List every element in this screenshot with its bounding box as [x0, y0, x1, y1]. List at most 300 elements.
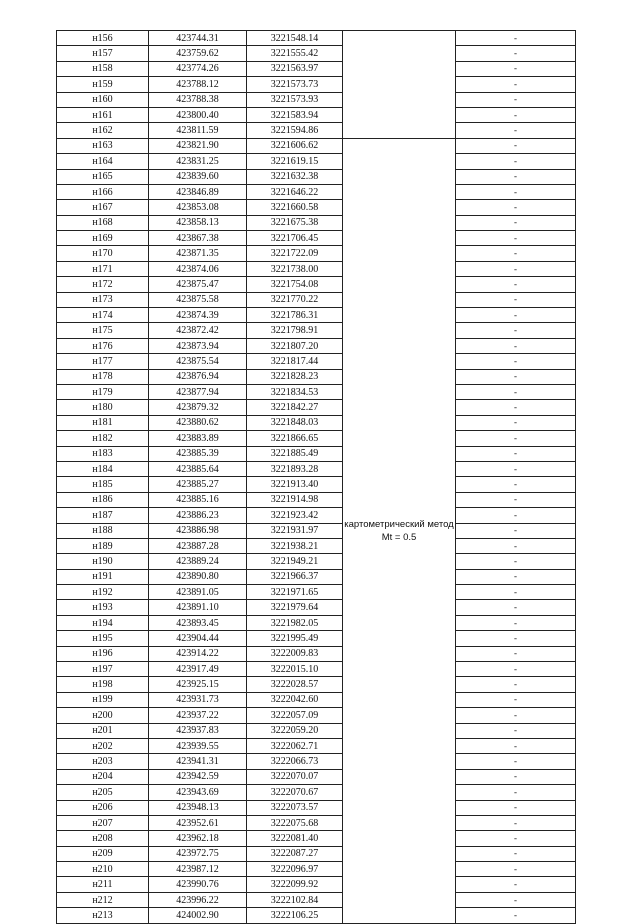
accuracy-cell: -	[456, 862, 576, 877]
x-coordinate-cell: 423873.94	[149, 338, 247, 353]
x-coordinate-cell: 423917.49	[149, 662, 247, 677]
table-row	[57, 184, 576, 199]
table-row	[57, 400, 576, 415]
y-coordinate-cell: 3221548.14	[247, 31, 343, 46]
x-coordinate-cell: 423800.40	[149, 107, 247, 122]
x-coordinate-cell: 423885.64	[149, 461, 247, 476]
y-coordinate-cell: 3222073.57	[247, 800, 343, 815]
table-row	[57, 800, 576, 815]
table-row	[57, 877, 576, 892]
table-row	[57, 692, 576, 707]
table-row	[57, 384, 576, 399]
point-id-cell: н208	[57, 831, 149, 846]
accuracy-cell: -	[456, 523, 576, 538]
y-coordinate-cell: 3221706.45	[247, 231, 343, 246]
y-coordinate-cell: 3221866.65	[247, 431, 343, 446]
y-coordinate-cell: 3221979.64	[247, 600, 343, 615]
x-coordinate-cell: 423948.13	[149, 800, 247, 815]
y-coordinate-cell: 3221573.73	[247, 77, 343, 92]
point-id-cell: н175	[57, 323, 149, 338]
accuracy-cell: -	[456, 538, 576, 553]
table-row	[57, 477, 576, 492]
x-coordinate-cell: 423872.42	[149, 323, 247, 338]
y-coordinate-cell: 3221573.93	[247, 92, 343, 107]
x-coordinate-cell: 423788.12	[149, 77, 247, 92]
accuracy-cell: -	[456, 292, 576, 307]
x-coordinate-cell: 424002.90	[149, 908, 247, 923]
accuracy-cell: -	[456, 892, 576, 907]
table-row	[57, 277, 576, 292]
point-id-cell: н198	[57, 677, 149, 692]
table-row	[57, 769, 576, 784]
y-coordinate-cell: 3222028.57	[247, 677, 343, 692]
x-coordinate-cell: 423875.47	[149, 277, 247, 292]
x-coordinate-cell: 423925.15	[149, 677, 247, 692]
point-id-cell: н188	[57, 523, 149, 538]
x-coordinate-cell: 423811.59	[149, 123, 247, 138]
accuracy-cell: -	[456, 662, 576, 677]
x-coordinate-cell: 423937.22	[149, 708, 247, 723]
accuracy-cell: -	[456, 769, 576, 784]
accuracy-cell: -	[456, 446, 576, 461]
y-coordinate-cell: 3221931.97	[247, 523, 343, 538]
point-id-cell: н191	[57, 569, 149, 584]
table-row	[57, 908, 576, 923]
accuracy-cell: -	[456, 846, 576, 861]
table-row	[57, 538, 576, 553]
method-cell-empty	[343, 123, 456, 138]
x-coordinate-cell: 423885.39	[149, 446, 247, 461]
accuracy-cell: -	[456, 492, 576, 507]
point-id-cell: н202	[57, 738, 149, 753]
table-row	[57, 292, 576, 307]
x-coordinate-cell: 423876.94	[149, 369, 247, 384]
accuracy-cell: -	[456, 877, 576, 892]
x-coordinate-cell: 423879.32	[149, 400, 247, 415]
table-row	[57, 61, 576, 76]
accuracy-cell: -	[456, 646, 576, 661]
table-row	[57, 415, 576, 430]
table-row	[57, 815, 576, 830]
table-row	[57, 708, 576, 723]
y-coordinate-cell: 3222087.27	[247, 846, 343, 861]
table-row	[57, 615, 576, 630]
y-coordinate-cell: 3221594.86	[247, 123, 343, 138]
point-id-cell: н207	[57, 815, 149, 830]
point-id-cell: н211	[57, 877, 149, 892]
x-coordinate-cell: 423972.75	[149, 846, 247, 861]
y-coordinate-cell: 3221914.98	[247, 492, 343, 507]
method-cell-empty	[343, 46, 456, 61]
point-id-cell: н177	[57, 354, 149, 369]
point-id-cell: н206	[57, 800, 149, 815]
table-row	[57, 31, 576, 46]
x-coordinate-cell: 423941.31	[149, 754, 247, 769]
accuracy-cell: -	[456, 615, 576, 630]
point-id-cell: н167	[57, 200, 149, 215]
y-coordinate-cell: 3222059.20	[247, 723, 343, 738]
point-id-cell: н193	[57, 600, 149, 615]
y-coordinate-cell: 3221606.62	[247, 138, 343, 153]
x-coordinate-cell: 423744.31	[149, 31, 247, 46]
point-id-cell: н157	[57, 46, 149, 61]
accuracy-cell: -	[456, 354, 576, 369]
point-id-cell: н197	[57, 662, 149, 677]
x-coordinate-cell: 423880.62	[149, 415, 247, 430]
accuracy-cell: -	[456, 723, 576, 738]
y-coordinate-cell: 3221913.40	[247, 477, 343, 492]
table-row	[57, 200, 576, 215]
accuracy-cell: -	[456, 184, 576, 199]
y-coordinate-cell: 3221982.05	[247, 615, 343, 630]
table-row	[57, 662, 576, 677]
point-id-cell: н180	[57, 400, 149, 415]
point-id-cell: н194	[57, 615, 149, 630]
point-id-cell: н166	[57, 184, 149, 199]
accuracy-cell: -	[456, 677, 576, 692]
point-id-cell: н200	[57, 708, 149, 723]
point-id-cell: н161	[57, 107, 149, 122]
table-row	[57, 523, 576, 538]
table-row	[57, 723, 576, 738]
table-row	[57, 600, 576, 615]
point-id-cell: н201	[57, 723, 149, 738]
point-id-cell: н212	[57, 892, 149, 907]
table-row	[57, 46, 576, 61]
table-row	[57, 231, 576, 246]
table-row	[57, 92, 576, 107]
x-coordinate-cell: 423821.90	[149, 138, 247, 153]
x-coordinate-cell: 423931.73	[149, 692, 247, 707]
point-id-cell: н160	[57, 92, 149, 107]
method-cell: картометрический метод Мt = 0.5	[343, 138, 456, 923]
point-id-cell: н176	[57, 338, 149, 353]
x-coordinate-cell: 423877.94	[149, 384, 247, 399]
y-coordinate-cell: 3221563.97	[247, 61, 343, 76]
x-coordinate-cell: 423839.60	[149, 169, 247, 184]
x-coordinate-cell: 423887.28	[149, 538, 247, 553]
point-id-cell: н190	[57, 554, 149, 569]
point-id-cell: н164	[57, 154, 149, 169]
accuracy-cell: -	[456, 169, 576, 184]
accuracy-cell: -	[456, 785, 576, 800]
accuracy-cell: -	[456, 154, 576, 169]
point-id-cell: н172	[57, 277, 149, 292]
y-coordinate-cell: 3221893.28	[247, 461, 343, 476]
x-coordinate-cell: 423937.83	[149, 723, 247, 738]
point-id-cell: н205	[57, 785, 149, 800]
accuracy-cell: -	[456, 400, 576, 415]
y-coordinate-cell: 3222099.92	[247, 877, 343, 892]
x-coordinate-cell: 423962.18	[149, 831, 247, 846]
accuracy-cell: -	[456, 123, 576, 138]
y-coordinate-cell: 3221646.22	[247, 184, 343, 199]
x-coordinate-cell: 423886.98	[149, 523, 247, 538]
x-coordinate-cell: 423893.45	[149, 615, 247, 630]
x-coordinate-cell: 423891.10	[149, 600, 247, 615]
point-id-cell: н183	[57, 446, 149, 461]
x-coordinate-cell: 423853.08	[149, 200, 247, 215]
y-coordinate-cell: 3221817.44	[247, 354, 343, 369]
point-id-cell: н203	[57, 754, 149, 769]
table-row	[57, 554, 576, 569]
y-coordinate-cell: 3222042.60	[247, 692, 343, 707]
accuracy-cell: -	[456, 754, 576, 769]
table-row	[57, 77, 576, 92]
x-coordinate-cell: 423885.27	[149, 477, 247, 492]
y-coordinate-cell: 3221660.58	[247, 200, 343, 215]
accuracy-cell: -	[456, 585, 576, 600]
accuracy-cell: -	[456, 692, 576, 707]
accuracy-cell: -	[456, 31, 576, 46]
x-coordinate-cell: 423883.89	[149, 431, 247, 446]
x-coordinate-cell: 423875.58	[149, 292, 247, 307]
point-id-cell: н162	[57, 123, 149, 138]
y-coordinate-cell: 3221971.65	[247, 585, 343, 600]
table-row	[57, 569, 576, 584]
accuracy-cell: -	[456, 107, 576, 122]
table-row	[57, 107, 576, 122]
accuracy-cell: -	[456, 508, 576, 523]
accuracy-cell: -	[456, 738, 576, 753]
y-coordinate-cell: 3222015.10	[247, 662, 343, 677]
x-coordinate-cell: 423759.62	[149, 46, 247, 61]
y-coordinate-cell: 3222102.84	[247, 892, 343, 907]
y-coordinate-cell: 3222096.97	[247, 862, 343, 877]
table-row	[57, 431, 576, 446]
x-coordinate-cell: 423885.16	[149, 492, 247, 507]
table-row	[57, 785, 576, 800]
table-row	[57, 846, 576, 861]
point-id-cell: н199	[57, 692, 149, 707]
table-row	[57, 754, 576, 769]
accuracy-cell: -	[456, 415, 576, 430]
x-coordinate-cell: 423904.44	[149, 631, 247, 646]
table-row	[57, 585, 576, 600]
x-coordinate-cell: 423774.26	[149, 61, 247, 76]
accuracy-cell: -	[456, 815, 576, 830]
y-coordinate-cell: 3221555.42	[247, 46, 343, 61]
accuracy-cell: -	[456, 215, 576, 230]
accuracy-cell: -	[456, 431, 576, 446]
y-coordinate-cell: 3221632.38	[247, 169, 343, 184]
y-coordinate-cell: 3221842.27	[247, 400, 343, 415]
table-row	[57, 154, 576, 169]
table-row	[57, 862, 576, 877]
point-id-cell: н170	[57, 246, 149, 261]
accuracy-cell: -	[456, 831, 576, 846]
point-id-cell: н196	[57, 646, 149, 661]
accuracy-cell: -	[456, 308, 576, 323]
point-id-cell: н184	[57, 461, 149, 476]
y-coordinate-cell: 3221722.09	[247, 246, 343, 261]
y-coordinate-cell: 3222081.40	[247, 831, 343, 846]
point-id-cell: н182	[57, 431, 149, 446]
x-coordinate-cell: 423788.38	[149, 92, 247, 107]
y-coordinate-cell: 3221738.00	[247, 261, 343, 276]
y-coordinate-cell: 3221754.08	[247, 277, 343, 292]
x-coordinate-cell: 423874.06	[149, 261, 247, 276]
table-row	[57, 354, 576, 369]
table-row	[57, 646, 576, 661]
y-coordinate-cell: 3221966.37	[247, 569, 343, 584]
table-row	[57, 138, 576, 153]
table-row	[57, 308, 576, 323]
table-row	[57, 631, 576, 646]
point-id-cell: н195	[57, 631, 149, 646]
method-cell-empty	[343, 61, 456, 76]
table-row	[57, 215, 576, 230]
x-coordinate-cell: 423831.25	[149, 154, 247, 169]
accuracy-cell: -	[456, 231, 576, 246]
x-coordinate-cell: 423990.76	[149, 877, 247, 892]
x-coordinate-cell: 423890.80	[149, 569, 247, 584]
x-coordinate-cell: 423875.54	[149, 354, 247, 369]
table-row	[57, 677, 576, 692]
accuracy-cell: -	[456, 708, 576, 723]
point-id-cell: н181	[57, 415, 149, 430]
point-id-cell: н192	[57, 585, 149, 600]
point-id-cell: н185	[57, 477, 149, 492]
table-row	[57, 892, 576, 907]
x-coordinate-cell: 423952.61	[149, 815, 247, 830]
accuracy-cell: -	[456, 800, 576, 815]
method-cell-empty	[343, 31, 456, 46]
table-row	[57, 246, 576, 261]
y-coordinate-cell: 3221807.20	[247, 338, 343, 353]
x-coordinate-cell: 423891.05	[149, 585, 247, 600]
y-coordinate-cell: 3222062.71	[247, 738, 343, 753]
table-row	[57, 323, 576, 338]
table-row	[57, 446, 576, 461]
y-coordinate-cell: 3222106.25	[247, 908, 343, 923]
accuracy-cell: -	[456, 92, 576, 107]
accuracy-cell: -	[456, 461, 576, 476]
y-coordinate-cell: 3221995.49	[247, 631, 343, 646]
method-cell-empty	[343, 107, 456, 122]
accuracy-cell: -	[456, 77, 576, 92]
point-id-cell: н165	[57, 169, 149, 184]
accuracy-cell: -	[456, 246, 576, 261]
x-coordinate-cell: 423939.55	[149, 738, 247, 753]
y-coordinate-cell: 3221619.15	[247, 154, 343, 169]
accuracy-cell: -	[456, 138, 576, 153]
point-id-cell: н174	[57, 308, 149, 323]
point-id-cell: н186	[57, 492, 149, 507]
table-row	[57, 508, 576, 523]
point-id-cell: н204	[57, 769, 149, 784]
method-cell-empty	[343, 92, 456, 107]
x-coordinate-cell: 423889.24	[149, 554, 247, 569]
accuracy-cell: -	[456, 323, 576, 338]
point-id-cell: н179	[57, 384, 149, 399]
y-coordinate-cell: 3222070.67	[247, 785, 343, 800]
point-id-cell: н210	[57, 862, 149, 877]
accuracy-cell: -	[456, 384, 576, 399]
y-coordinate-cell: 3221949.21	[247, 554, 343, 569]
coordinates-table-body	[57, 31, 576, 924]
point-id-cell: н189	[57, 538, 149, 553]
y-coordinate-cell: 3222066.73	[247, 754, 343, 769]
accuracy-cell: -	[456, 631, 576, 646]
x-coordinate-cell: 423874.39	[149, 308, 247, 323]
point-id-cell: н213	[57, 908, 149, 923]
coordinates-table	[56, 30, 576, 924]
point-id-cell: н178	[57, 369, 149, 384]
point-id-cell: н209	[57, 846, 149, 861]
point-id-cell: н159	[57, 77, 149, 92]
accuracy-cell: -	[456, 600, 576, 615]
x-coordinate-cell: 423871.35	[149, 246, 247, 261]
table-row	[57, 169, 576, 184]
point-id-cell: н156	[57, 31, 149, 46]
table-row	[57, 831, 576, 846]
y-coordinate-cell: 3221675.38	[247, 215, 343, 230]
y-coordinate-cell: 3222057.09	[247, 708, 343, 723]
y-coordinate-cell: 3221583.94	[247, 107, 343, 122]
x-coordinate-cell: 423942.59	[149, 769, 247, 784]
x-coordinate-cell: 423914.22	[149, 646, 247, 661]
table-row	[57, 738, 576, 753]
y-coordinate-cell: 3221786.31	[247, 308, 343, 323]
x-coordinate-cell: 423867.38	[149, 231, 247, 246]
accuracy-cell: -	[456, 477, 576, 492]
y-coordinate-cell: 3221834.53	[247, 384, 343, 399]
x-coordinate-cell: 423943.69	[149, 785, 247, 800]
y-coordinate-cell: 3221828.23	[247, 369, 343, 384]
y-coordinate-cell: 3222075.68	[247, 815, 343, 830]
point-id-cell: н163	[57, 138, 149, 153]
y-coordinate-cell: 3222070.07	[247, 769, 343, 784]
table-row	[57, 261, 576, 276]
x-coordinate-cell: 423996.22	[149, 892, 247, 907]
y-coordinate-cell: 3221770.22	[247, 292, 343, 307]
table-row	[57, 123, 576, 138]
accuracy-cell: -	[456, 569, 576, 584]
y-coordinate-cell: 3221885.49	[247, 446, 343, 461]
point-id-cell: н169	[57, 231, 149, 246]
table-row	[57, 338, 576, 353]
point-id-cell: н187	[57, 508, 149, 523]
accuracy-cell: -	[456, 369, 576, 384]
x-coordinate-cell: 423846.89	[149, 184, 247, 199]
accuracy-cell: -	[456, 554, 576, 569]
x-coordinate-cell: 423886.23	[149, 508, 247, 523]
x-coordinate-cell: 423987.12	[149, 862, 247, 877]
point-id-cell: н173	[57, 292, 149, 307]
y-coordinate-cell: 3221923.42	[247, 508, 343, 523]
table-row	[57, 492, 576, 507]
y-coordinate-cell: 3222009.83	[247, 646, 343, 661]
accuracy-cell: -	[456, 338, 576, 353]
x-coordinate-cell: 423858.13	[149, 215, 247, 230]
accuracy-cell: -	[456, 200, 576, 215]
accuracy-cell: -	[456, 46, 576, 61]
accuracy-cell: -	[456, 908, 576, 923]
accuracy-cell: -	[456, 261, 576, 276]
y-coordinate-cell: 3221798.91	[247, 323, 343, 338]
method-cell-empty	[343, 77, 456, 92]
table-row	[57, 369, 576, 384]
y-coordinate-cell: 3221938.21	[247, 538, 343, 553]
point-id-cell: н158	[57, 61, 149, 76]
point-id-cell: н171	[57, 261, 149, 276]
accuracy-cell: -	[456, 277, 576, 292]
y-coordinate-cell: 3221848.03	[247, 415, 343, 430]
point-id-cell: н168	[57, 215, 149, 230]
accuracy-cell: -	[456, 61, 576, 76]
table-row	[57, 461, 576, 476]
